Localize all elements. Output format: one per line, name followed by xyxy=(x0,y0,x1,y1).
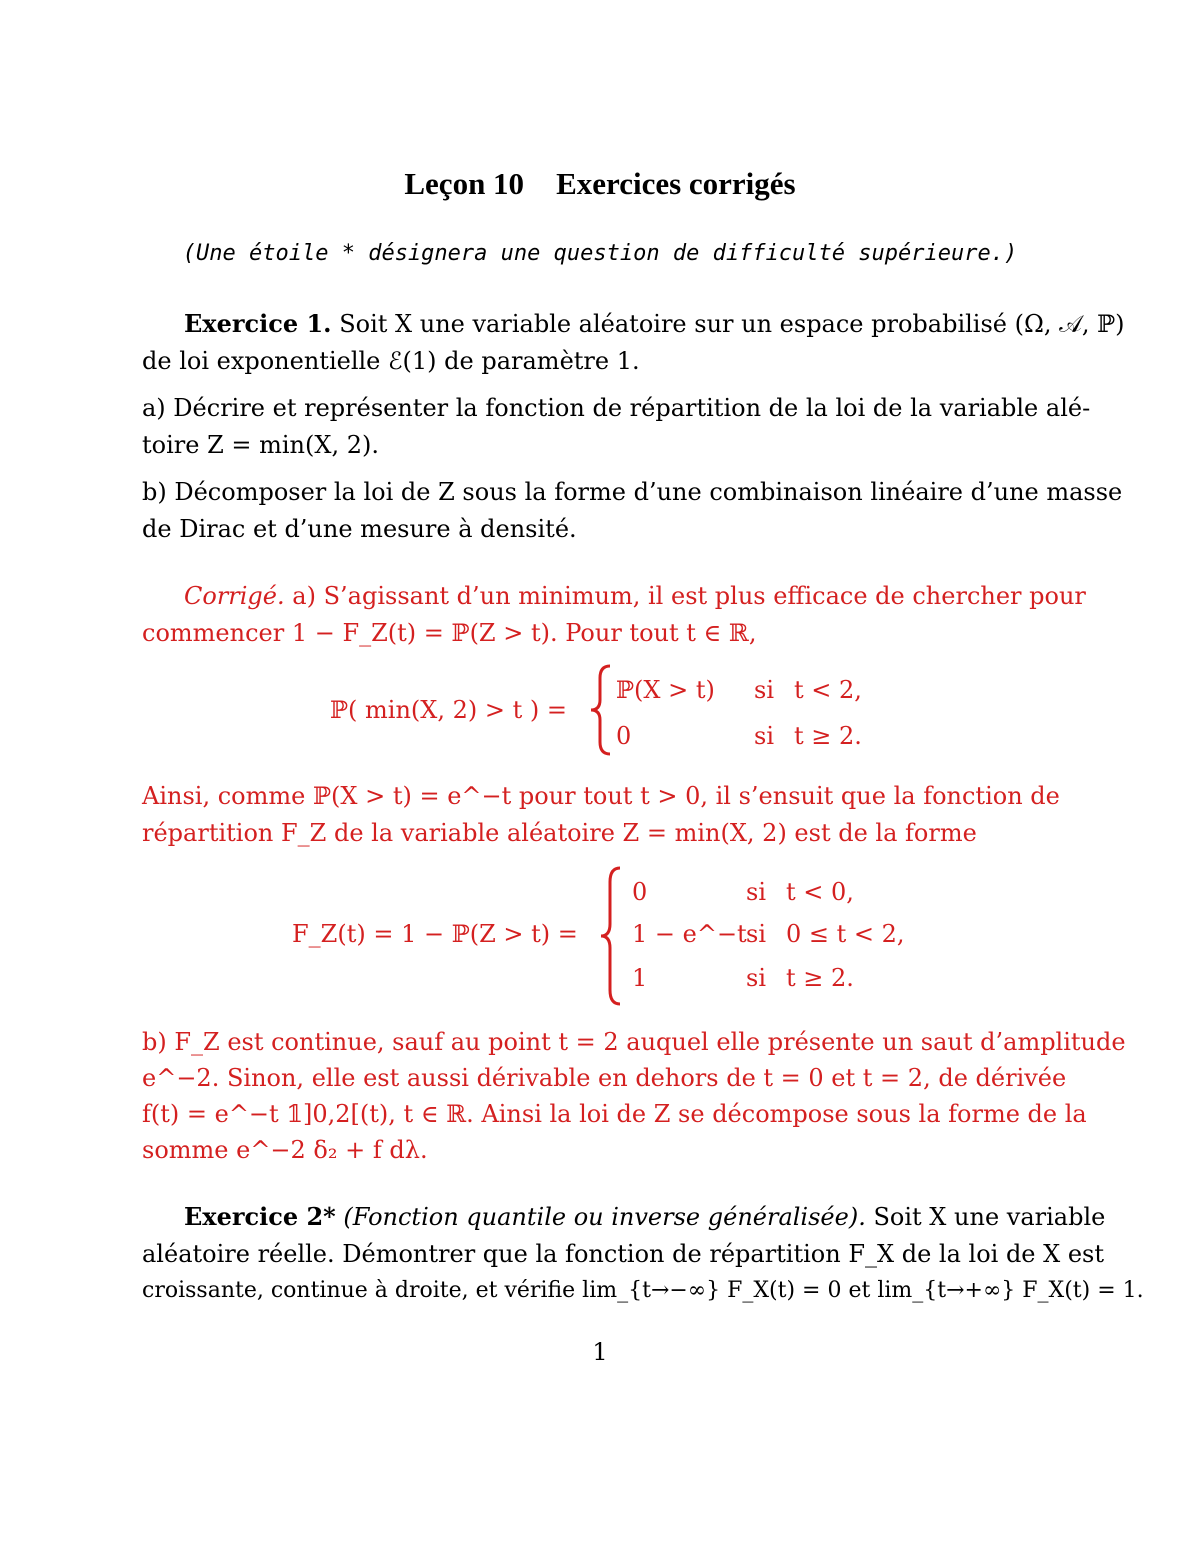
exercise-1-question-a-line-2: toire Z = min(X, 2). xyxy=(142,431,379,459)
solution-1-line-2: commencer 1 − F_Z(t) = ℙ(Z > t). Pour tout t ∈ ℝ, xyxy=(142,619,757,647)
exercise-1-line-1: Exercice 1. Soit X une variable aléatoire sur un espace probabilisé (Ω, 𝒜, ℙ) xyxy=(184,309,1125,338)
exercise-1-line-2: de loi exponentielle ℰ(1) de paramètre 1. xyxy=(142,347,640,375)
exercise-2-title: (Fonction quantile ou inverse généralisée). xyxy=(343,1203,866,1231)
equation-2-case-2: 1 − e^−tsi 0 ≤ t < 2, xyxy=(632,920,905,948)
solution-1-b-line-2: e^−2. Sinon, elle est aussi dérivable en dehors de t = 0 et t = 2, de dérivée xyxy=(142,1064,1067,1092)
equation-2-case-1: 0 si t < 0, xyxy=(632,878,854,906)
equation-2-lhs: F_Z(t) = 1 − ℙ(Z > t) = xyxy=(292,920,578,948)
equation-2-brace xyxy=(598,866,624,1010)
exercise-1-question-b-line-1: b) Décomposer la loi de Z sous la forme d’une combinaison linéaire d’une masse xyxy=(142,478,1123,506)
exercise-1-question-a-line-1: a) Décrire et représenter la fonction de répartition de la loi de la variable alé- xyxy=(142,394,1091,422)
title-lecon: Leçon 10 xyxy=(404,166,525,201)
exercise-2-line-3: croissante, continue à droite, et vérifie lim_{t→−∞} F_X(t) = 0 et lim_{t→+∞} F_X(t) = 1. xyxy=(142,1278,1144,1303)
exercise-2-label: Exercice 2* xyxy=(184,1202,336,1231)
exercise-2-line-2: aléatoire réelle. Démontrer que la fonction de répartition F_X de la loi de X est xyxy=(142,1240,1105,1268)
solution-1-b-line-4: somme e^−2 δ₂ + f dλ. xyxy=(142,1136,428,1164)
equation-1-case-1: ℙ(X > t) si t < 2, xyxy=(616,676,862,704)
solution-label: Corrigé. xyxy=(184,582,285,610)
title-subject: Exercices corrigés xyxy=(556,166,796,201)
solution-1-b-line-1: b) F_Z est continue, sauf au point t = 2 auquel elle présente un saut d’amplitude xyxy=(142,1028,1126,1056)
exercise-2-line-1: Exercice 2* (Fonction quantile ou inverse généralisée). Soit X une variable xyxy=(184,1202,1106,1231)
solution-1-line-1: Corrigé. a) S’agissant d’un minimum, il est plus efficace de chercher pour xyxy=(184,582,1086,610)
page-number: 1 xyxy=(592,1338,608,1366)
solution-1-b-line-3: f(t) = e^−t 𝟙]0,2[(t), t ∈ ℝ. Ainsi la loi de Z se décompose sous la forme de la xyxy=(142,1100,1087,1128)
exercise-1-label: Exercice 1. xyxy=(184,309,332,338)
solution-1-line-3: Ainsi, comme ℙ(X > t) = e^−t pour tout t > 0, il s’ensuit que la fonction de xyxy=(142,782,1060,810)
exercise-1-question-b-line-2: de Dirac et d’une mesure à densité. xyxy=(142,515,577,543)
equation-2-case-3: 1 si t ≥ 2. xyxy=(632,964,854,992)
equation-1-case-2: 0 si t ≥ 2. xyxy=(616,722,862,750)
difficulty-note: (Une étoile * désignera une question de difficulté supérieure.) xyxy=(182,241,1018,266)
solution-1-line-4: répartition F_Z de la variable aléatoire Z = min(X, 2) est de la forme xyxy=(142,819,977,847)
equation-1-brace xyxy=(588,664,614,760)
equation-1-lhs: ℙ( min(X, 2) > t ) = xyxy=(330,696,568,724)
page-title xyxy=(0,166,1200,202)
